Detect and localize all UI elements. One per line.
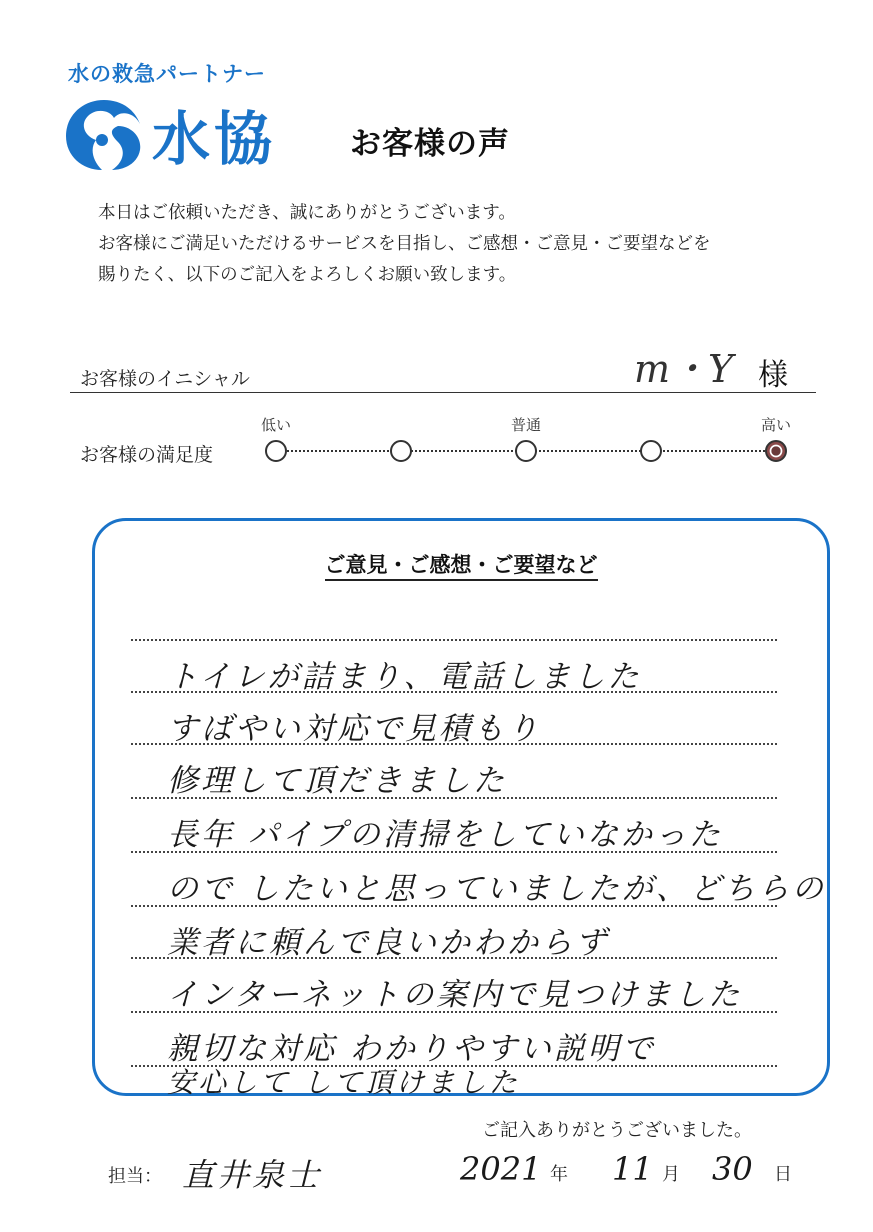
rating-option-4[interactable]	[640, 440, 662, 462]
handwritten-comment-line[interactable]: すばやい対応で見積もり	[167, 711, 541, 747]
handwritten-comment-line[interactable]: トイレが詰まり、電話しました	[167, 659, 642, 695]
handwritten-comment-line[interactable]: ので したいと思っていましたが、どちらの	[167, 871, 826, 907]
handwritten-comment-line[interactable]: 安心して して頂けました	[167, 1066, 520, 1099]
satisfaction-scale	[250, 410, 810, 470]
rating-option-3[interactable]	[515, 440, 537, 462]
scale-label-mid: 普通	[510, 416, 542, 434]
initials-label: お客様のイニシャル	[80, 368, 250, 390]
handwritten-comment-line[interactable]: インターネットの案内で見つけました	[167, 977, 743, 1013]
tagline: 水の救急パートナー	[68, 62, 266, 86]
handwritten-comment-line[interactable]: 長年 パイプの清掃をしていなかった	[167, 817, 723, 853]
rating-option-1[interactable]	[265, 440, 287, 462]
date-month[interactable]: 11	[612, 1150, 653, 1188]
brand-logo-text: 水協	[152, 105, 277, 173]
honorific-suffix: 様	[758, 358, 788, 393]
intro-line: 賜りたく、以下のご記入をよろしくお願い致します。	[98, 265, 517, 285]
rating-option-2[interactable]	[390, 440, 412, 462]
divider	[70, 392, 816, 393]
handwritten-comment-line[interactable]: 業者に頼んで良いかわからず	[167, 925, 609, 961]
page-title: お客様の声	[350, 126, 510, 162]
comments-box	[92, 518, 830, 1099]
intro-text	[98, 198, 818, 291]
handwritten-comment-line[interactable]: 親切な対応 わかりやすい説明で	[167, 1031, 656, 1067]
staff-name[interactable]: 直井泉士	[182, 1156, 323, 1194]
handwritten-comment-line[interactable]: 修理して頂だきました	[167, 763, 507, 799]
intro-line: お客様にご満足いただけるサービスを目指し、ご感想・ご意見・ご要望などを	[98, 234, 711, 254]
date-year[interactable]: 2021	[460, 1150, 542, 1188]
staff-label: 担当：	[108, 1166, 162, 1187]
date-day-unit: 日	[774, 1164, 792, 1185]
date-day[interactable]: 30	[712, 1150, 753, 1188]
initials-value[interactable]: m・Y	[634, 347, 734, 391]
scale-label-low: 低い	[260, 416, 292, 434]
comments-title: ご意見・ご感想・ご要望など	[95, 549, 827, 579]
rating-option-5-selected[interactable]	[765, 440, 787, 462]
date-year-unit: 年	[550, 1164, 568, 1185]
scale-label-high: 高い	[760, 416, 792, 434]
date-month-unit: 月	[662, 1164, 680, 1185]
intro-line: 本日はご依頼いただき、誠にありがとうございます。	[98, 203, 516, 223]
water-drop-logo-icon	[62, 96, 146, 174]
thank-you-text: ご記入ありがとうございました。	[482, 1120, 752, 1141]
writing-line	[131, 639, 777, 641]
satisfaction-label: お客様の満足度	[80, 444, 214, 466]
